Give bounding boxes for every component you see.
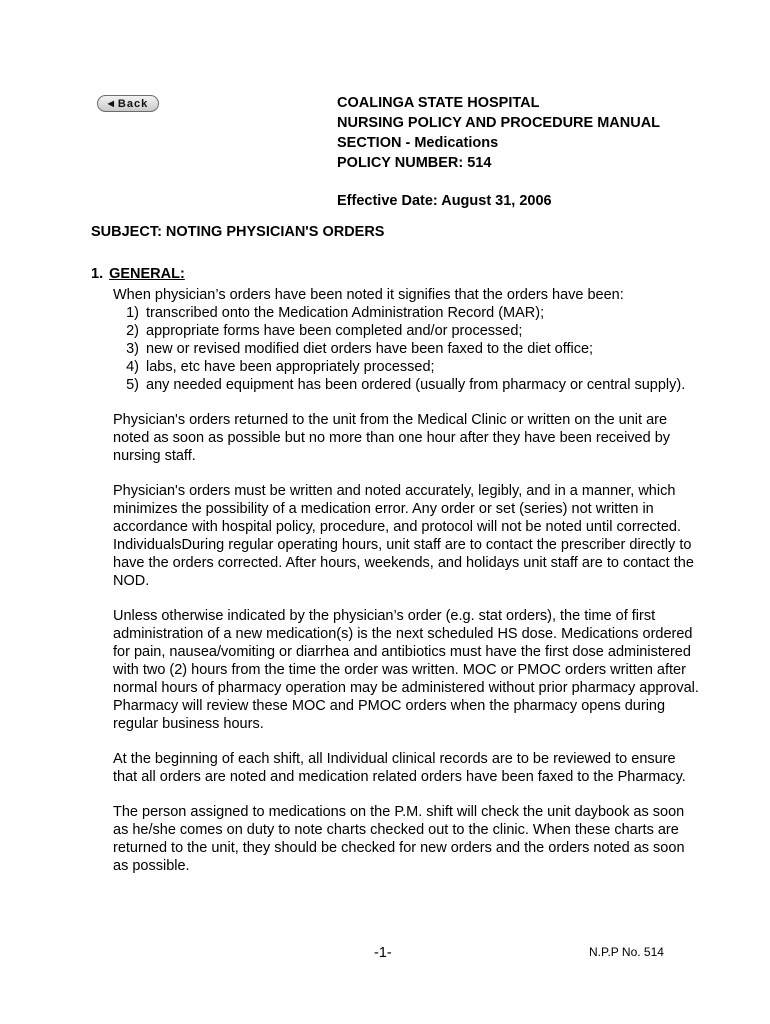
subject-heading: SUBJECT: NOTING PHYSICIAN'S ORDERS xyxy=(91,224,385,240)
section-heading xyxy=(91,266,185,282)
back-button-label: Back xyxy=(117,97,149,110)
section-body xyxy=(113,286,703,892)
hospital-name: COALINGA STATE HOSPITAL xyxy=(337,95,540,111)
list-item: 2) appropriate forms have been completed and/or processed; xyxy=(126,323,523,339)
paragraph: Unless otherwise indicated by the physician’s order (e.g. stat orders), the time of first administration of a new medication(s) is the next scheduled HS dose. Medications ordered for pain, nausea/vomiting or diarrhea and antibiotics must have the first dose administered with two (2) hours from the time the order was written. MOC or PMOC orders written after normal hours of pharmacy operation may be administered without prior pharmacy approval. Pharmacy will review these MOC and PMOC orders when the pharmacy opens during regular business hours. xyxy=(113,608,699,732)
manual-title: NURSING POLICY AND PROCEDURE MANUAL xyxy=(337,115,661,131)
section-title: GENERAL: xyxy=(109,266,185,282)
document-reference: N.P.P No. 514 xyxy=(589,945,664,959)
list-item: 4) labs, etc have been appropriately processed; xyxy=(126,359,435,375)
document-header xyxy=(337,93,660,211)
paragraph: Physician's orders returned to the unit from the Medical Clinic or written on the unit are noted as soon as possible but no more than one hour after they have been received by nursing staff. xyxy=(113,412,671,464)
section-name: SECTION - Medications xyxy=(337,135,499,151)
requirements-list xyxy=(113,304,703,394)
back-button[interactable] xyxy=(97,95,159,112)
list-item: 5) any needed equipment has been ordered (usually from pharmacy or central supply). xyxy=(126,377,686,393)
paragraph: Physician's orders must be written and noted accurately, legibly, and in a manner, which minimizes the possibility of a medication error. Any order or set (series) not written in accordance with hospital policy, procedure, and protocol will not be noted until corrected. IndividualsDuring regular operating hours, unit staff are to contact the prescriber directly to have the orders corrected. After hours, weekends, and holidays unit staff are to contact the NOD. xyxy=(113,483,694,589)
back-arrow-icon: ◀ xyxy=(107,99,115,108)
policy-number: POLICY NUMBER: 514 xyxy=(337,155,492,171)
effective-date: Effective Date: August 31, 2006 xyxy=(337,193,552,209)
list-item: 3) new or revised modified diet orders have been faxed to the diet office; xyxy=(126,341,594,357)
section-number: 1. xyxy=(91,266,104,282)
paragraph: The person assigned to medications on the P.M. shift will check the unit daybook as soon as he/she comes on duty to note charts checked out to the clinic. When these charts are returned to the unit, they should be checked for new orders and the orders noted as soon as possible. xyxy=(113,804,685,874)
section-intro: When physician’s orders have been noted it signifies that the orders have been: xyxy=(113,287,624,303)
list-item: 1) transcribed onto the Medication Administration Record (MAR); xyxy=(126,305,545,321)
paragraph: At the beginning of each shift, all Individual clinical records are to be reviewed to ensure that all orders are noted and medication related orders have been faxed to the Pharmacy. xyxy=(113,751,686,785)
page-number: -1- xyxy=(374,945,392,961)
